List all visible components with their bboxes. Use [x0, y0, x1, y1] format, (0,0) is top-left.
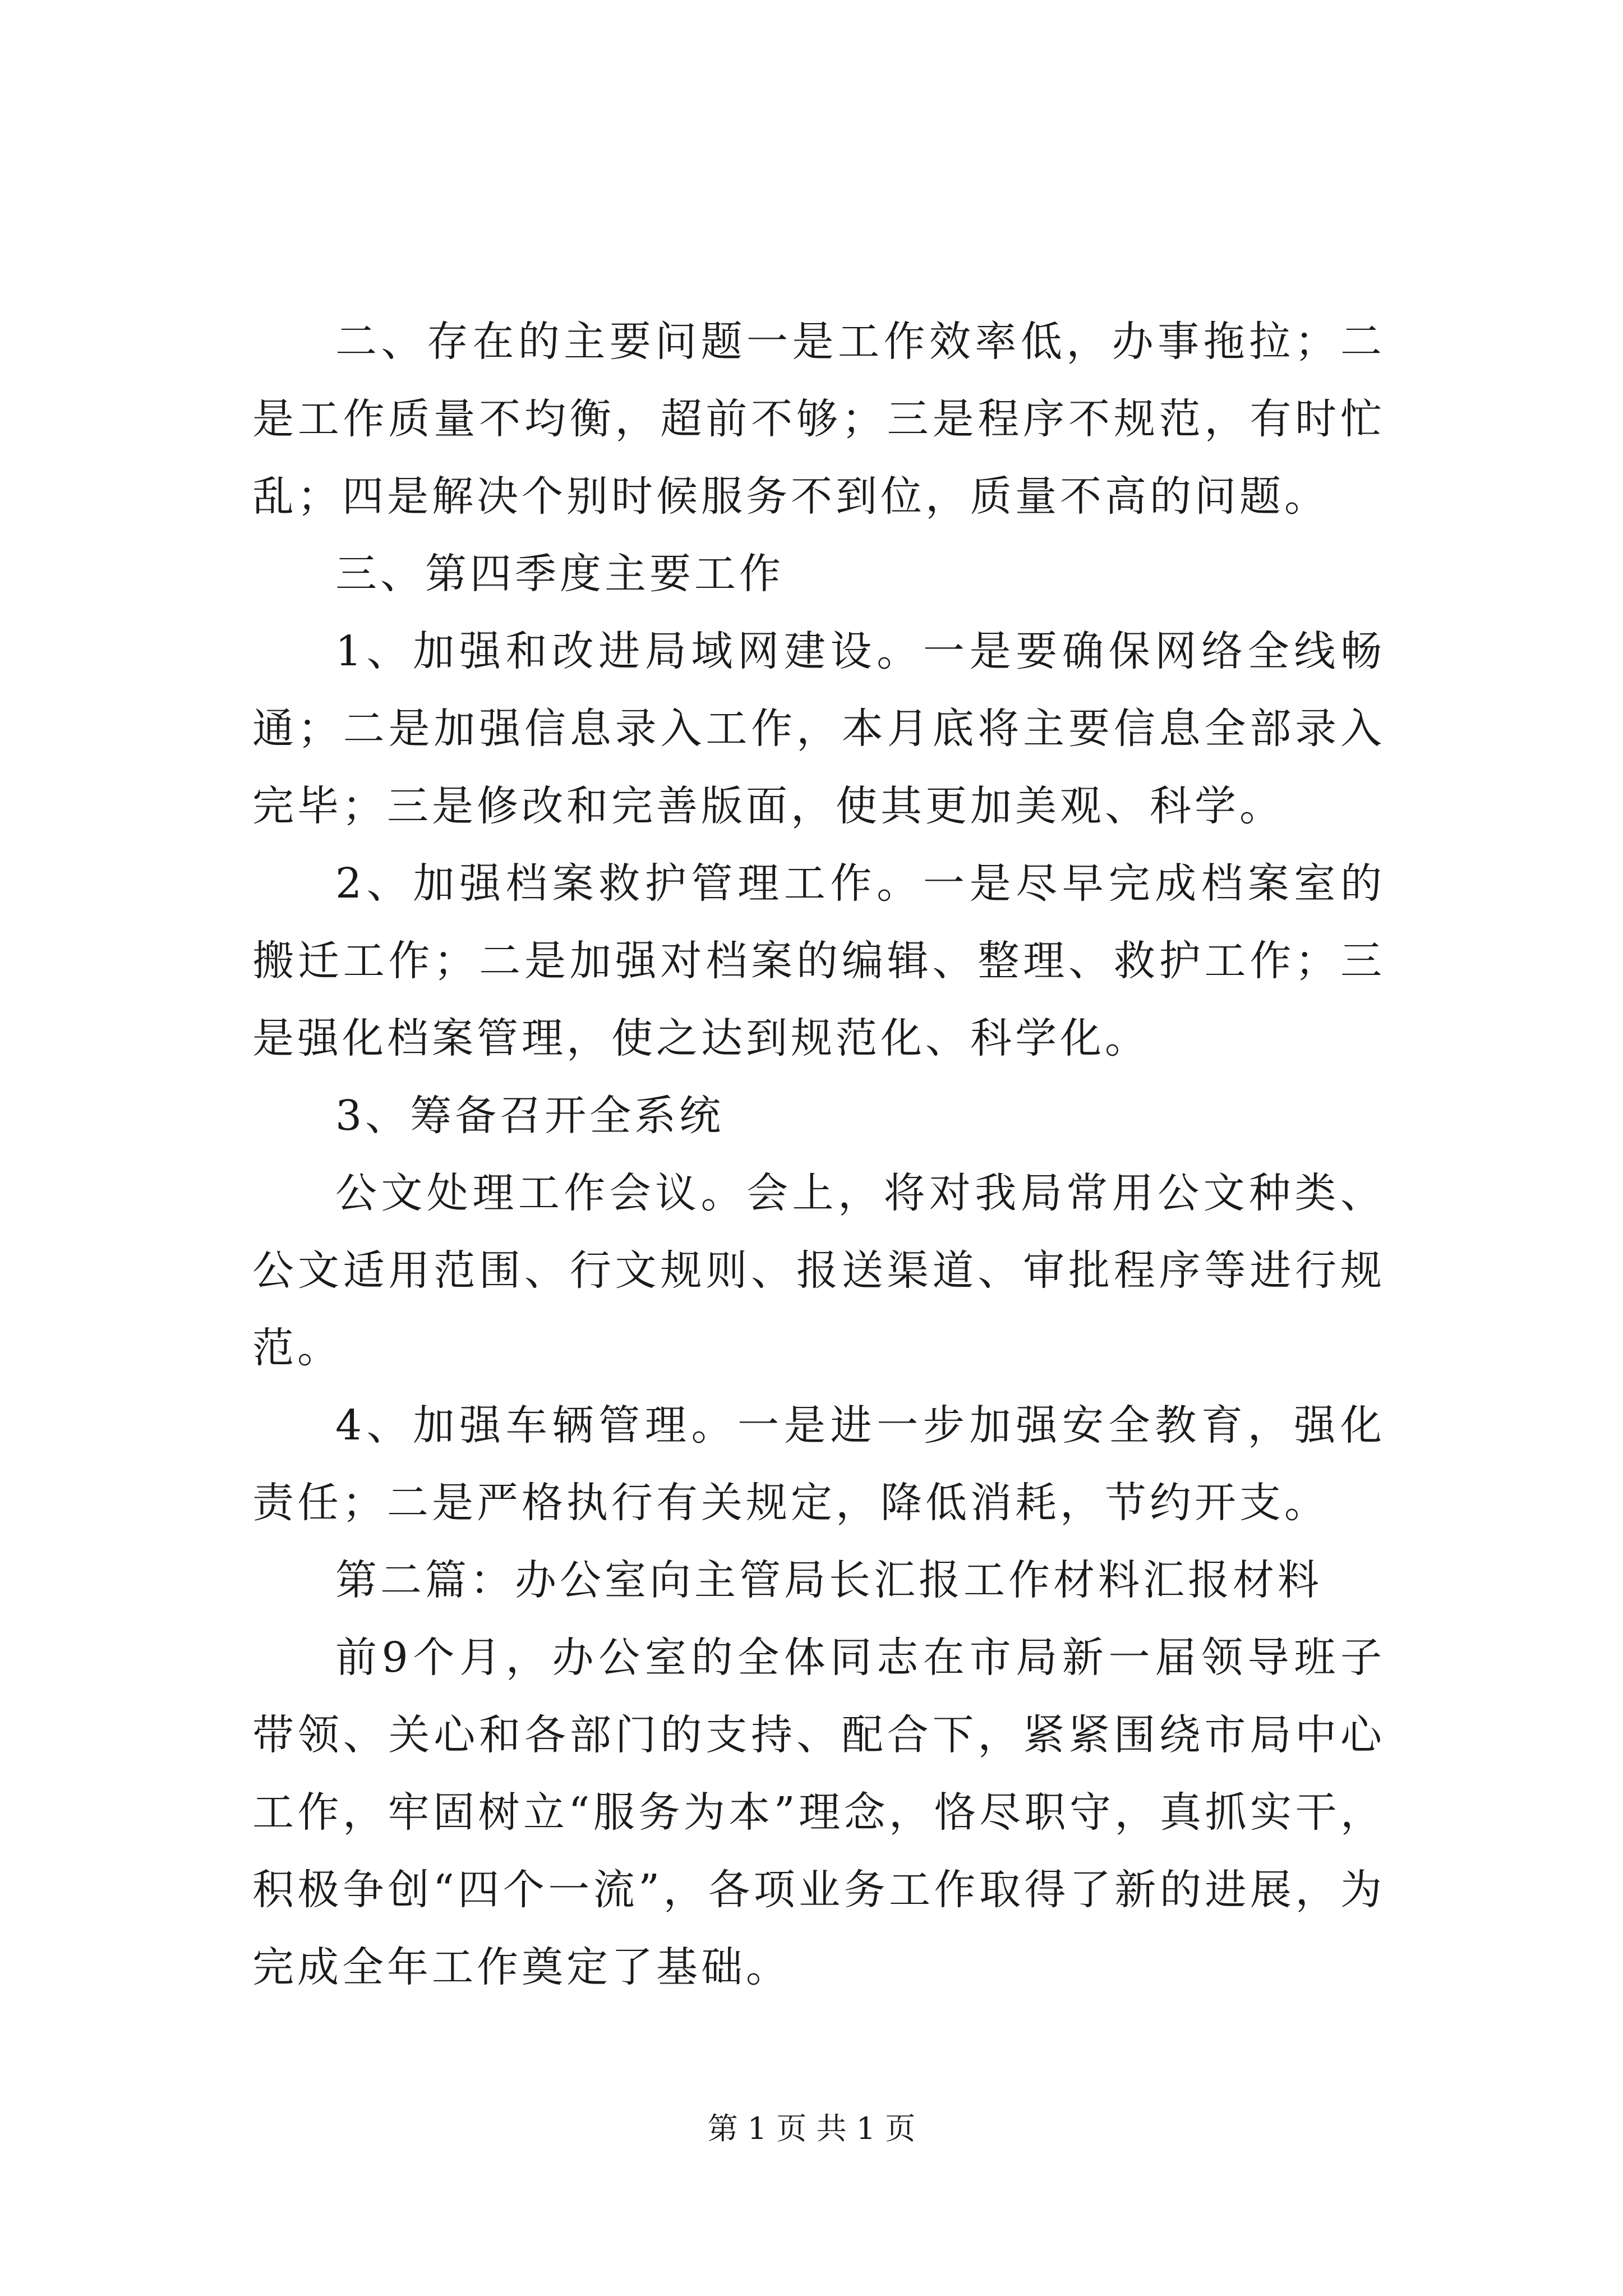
- page-footer: 第 1 页 共 1 页: [707, 2111, 916, 2146]
- paragraph-document-processing: 公文处理工作会议。会上，将对我局常用公文种类、公文适用范围、行文规则、报送渠道、审批程序等进行规范。: [252, 1169, 1385, 1372]
- paragraph-archive-management: 2、加强档案救护管理工作。一是尽早完成档案室的搬迁工作；二是加强对档案的编辑、整理、救护工作；三是强化档案管理，使之达到规范化、科学化。: [252, 859, 1385, 1062]
- paragraph-nine-months: 前9个月，办公室的全体同志在市局新一届领导班子带领、关心和各部门的支持、配合下，紧紧围绕市局中心工作，牢固树立“服务为本”理念，恪尽职守，真抓实干，积极争创“四个一流”，各项业务工作取得了新的进展，为完成全年工作奠定了基础。: [252, 1634, 1385, 1991]
- heading-part-two: 第二篇：办公室向主管局长汇报工作材料汇报材料: [335, 1556, 1322, 1604]
- heading-q4-work: 三、第四季度主要工作: [335, 550, 784, 598]
- paragraph-lan-construction: 1、加强和改进局域网建设。一是要确保网络全线畅通；二是加强信息录入工作，本月底将主要信息全部录入完毕；三是修改和完善版面，使其更加美观、科学。: [252, 627, 1385, 830]
- paragraph-main-problems: 二、存在的主要问题一是工作效率低，办事拖拉；二是工作质量不均衡，超前不够；三是程序不规范，有时忙乱；四是解决个别时候服务不到位，质量不高的问题。: [252, 318, 1385, 521]
- document-body: [252, 303, 1385, 2006]
- paragraph-vehicle-management: 4、加强车辆管理。一是进一步加强安全教育，强化责任；二是严格执行有关规定，降低消耗，节约开支。: [252, 1401, 1385, 1527]
- paragraph-system-meeting: 3、筹备召开全系统: [335, 1092, 725, 1140]
